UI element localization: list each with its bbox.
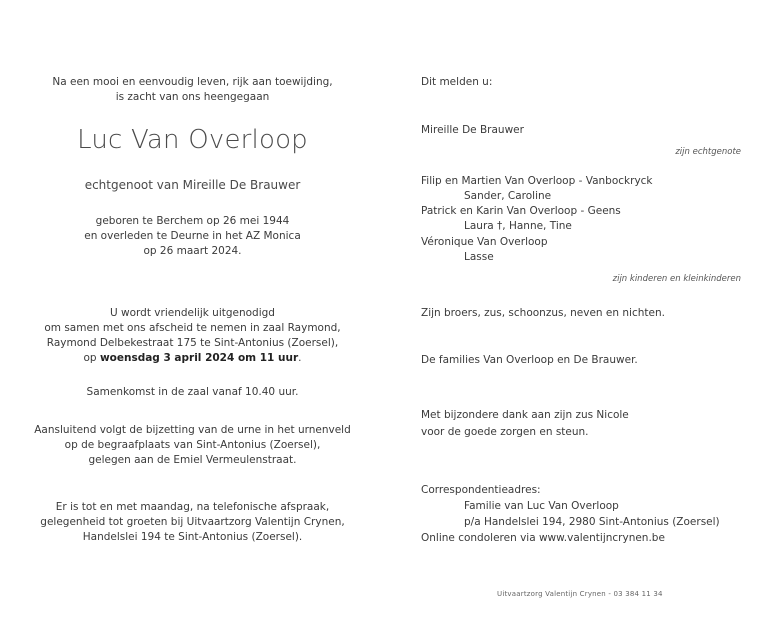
invite-date-line: op woensdag 3 april 2024 om 11 uur.: [83, 352, 302, 364]
visit-line: gelegenheid tot groeten bij Uitvaartzorg Valentijn Crynen,: [40, 516, 345, 528]
grandchildren-line: Lasse: [464, 251, 494, 263]
intro-line: Na een mooi en eenvoudig leven, rijk aan toewijding,: [52, 76, 333, 88]
birth-line: op 26 maart 2024.: [143, 245, 242, 257]
correspondence-line: Familie van Luc Van Overloop: [464, 500, 619, 512]
burial-line: op de begraafplaats van Sint-Antonius (Zoersel),: [64, 439, 321, 451]
spouse-name: Mireille De Brauwer: [421, 124, 524, 136]
online-condolence-link[interactable]: Online condoleren via www.valentijncrynen.be: [421, 532, 665, 544]
spouse-role: zijn echtgenote: [675, 147, 741, 157]
birth-line: geboren te Berchem op 26 mei 1944: [95, 215, 290, 227]
grandchildren-line: Sander, Caroline: [464, 190, 552, 202]
footer-credit: Uitvaartzorg Valentijn Crynen - 03 384 11 34: [497, 590, 663, 598]
siblings-line: Zijn broers, zus, schoonzus, neven en nichten.: [421, 307, 665, 319]
thanks-line: Met bijzondere dank aan zijn zus Nicole: [421, 409, 629, 421]
spouse-line: echtgenoot van Mireille De Brauwer: [84, 178, 301, 192]
child-line: Patrick en Karin Van Overloop - Geens: [421, 205, 621, 217]
invite-line: Raymond Delbekestraat 175 te Sint-Antonius (Zoersel),: [46, 337, 339, 349]
intro-line: is zacht van ons heengegaan: [115, 91, 270, 103]
announce-line: Dit melden u:: [421, 76, 493, 88]
deceased-name: Luc Van Overloop: [77, 125, 308, 155]
visit-line: Handelslei 194 te Sint-Antonius (Zoersel).: [82, 531, 303, 543]
invite-line: om samen met ons afscheid te nemen in zaal Raymond,: [44, 322, 341, 334]
birth-line: en overleden te Deurne in het AZ Monica: [84, 230, 301, 242]
children-role: zijn kinderen en kleinkinderen: [612, 274, 741, 284]
thanks-line: voor de goede zorgen en steun.: [421, 426, 589, 438]
visit-line: Er is tot en met maandag, na telefonische afspraak,: [55, 501, 330, 513]
child-line: Filip en Martien Van Overloop - Vanbockryck: [421, 175, 653, 187]
grandchildren-line: Laura †, Hanne, Tine: [464, 220, 572, 232]
child-line: Véronique Van Overloop: [421, 236, 548, 248]
burial-line: Aansluitend volgt de bijzetting van de urne in het urnenveld: [34, 424, 351, 436]
burial-line: gelegen aan de Emiel Vermeulenstraat.: [88, 454, 297, 466]
invite-line: U wordt vriendelijk uitgenodigd: [110, 307, 275, 319]
gathering-line: Samenkomst in de zaal vanaf 10.40 uur.: [86, 386, 299, 398]
families-line: De families Van Overloop en De Brauwer.: [421, 354, 638, 366]
correspondence-label: Correspondentieadres:: [421, 484, 541, 496]
correspondence-line: p/a Handelslei 194, 2980 Sint-Antonius (Zoersel): [464, 516, 720, 528]
ceremony-date: woensdag 3 april 2024 om 11 uur: [99, 352, 299, 364]
